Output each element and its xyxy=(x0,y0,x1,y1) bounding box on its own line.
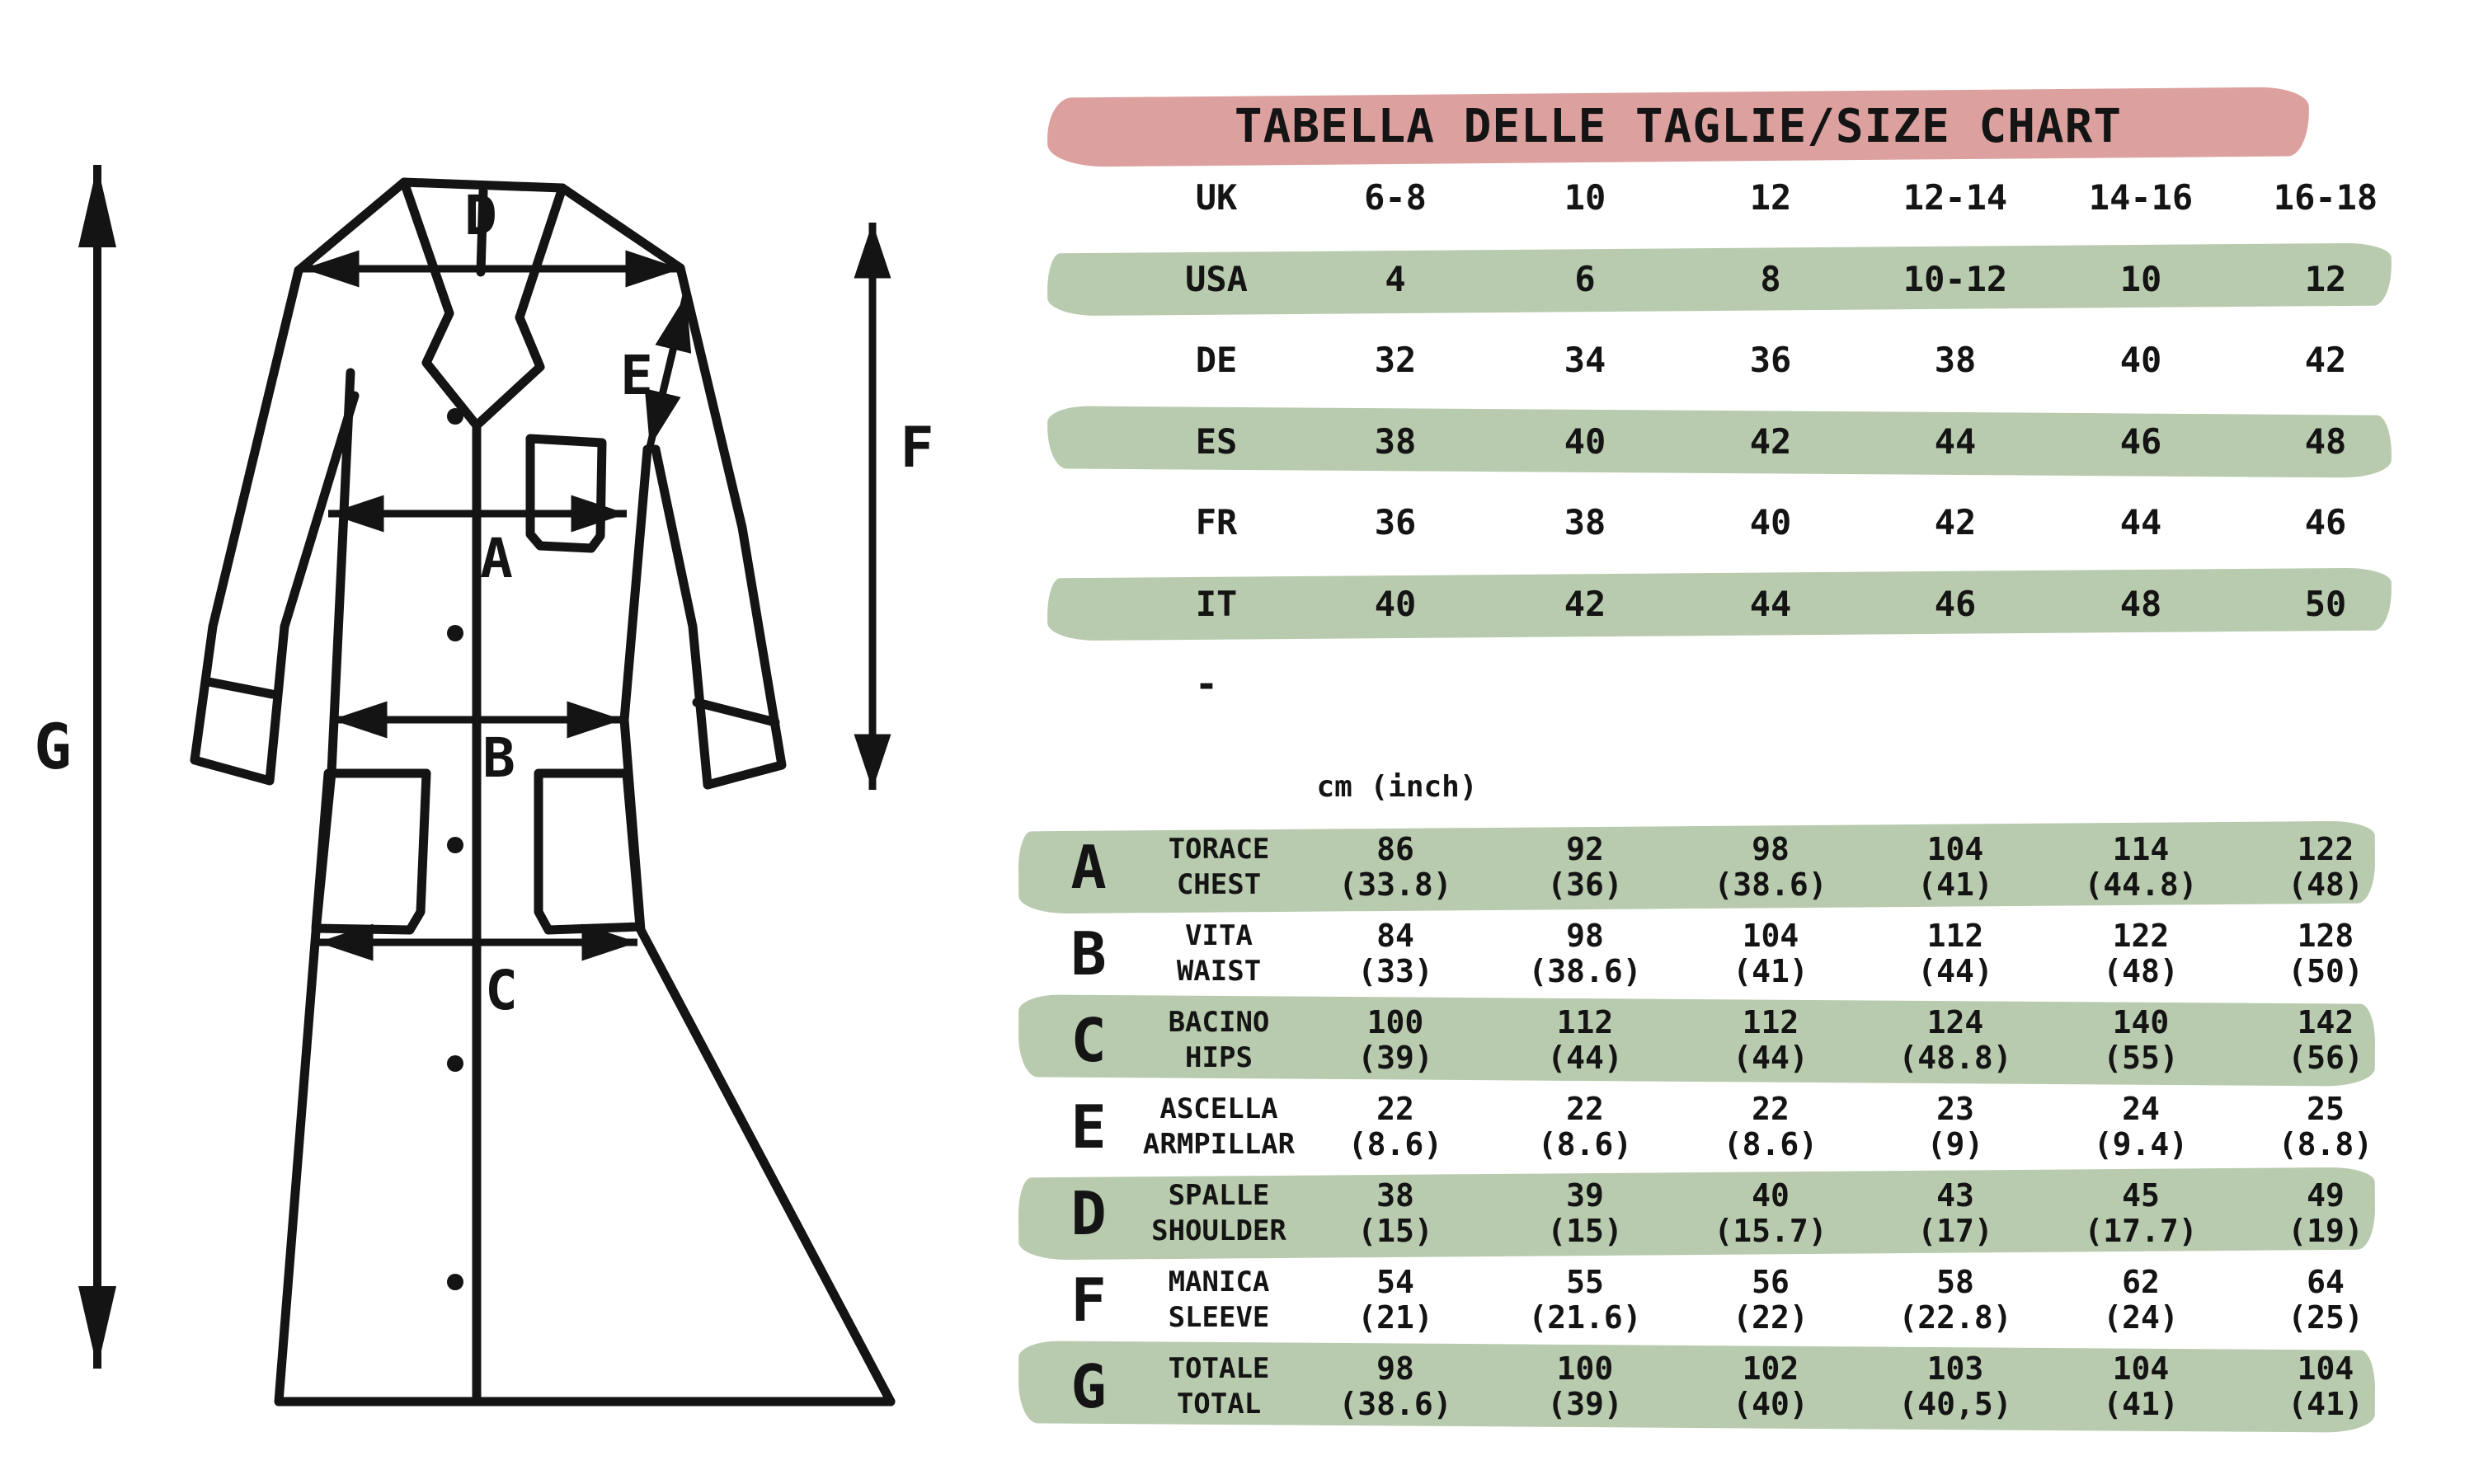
measure-cell xyxy=(2050,1265,2232,1347)
measure-cell xyxy=(1680,1351,1861,1434)
measure-cell xyxy=(2235,1351,2416,1434)
cm-value: 114 xyxy=(2112,831,2170,867)
size-value: 8 xyxy=(1760,259,1781,299)
measure-cell xyxy=(1305,1092,1486,1174)
chest-pocket xyxy=(530,439,602,548)
cm-value: 92 xyxy=(1566,831,1604,867)
page-title: TABELLA DELLE TAGLIE/SIZE CHART xyxy=(1234,100,2123,153)
inch-value: (48) xyxy=(2288,866,2363,903)
size-row-label: ES xyxy=(1195,421,1238,462)
diagram-label-chest: A xyxy=(480,527,513,590)
button xyxy=(447,1274,463,1290)
size-value: 14-16 xyxy=(2088,177,2194,218)
measure-row-waist xyxy=(1035,913,2429,995)
inch-value: (44) xyxy=(1547,1040,1623,1076)
cm-value: 104 xyxy=(1926,831,1984,867)
measure-label-it: TORACE xyxy=(1168,833,1270,866)
measure-label xyxy=(1128,1265,1310,1336)
cm-value: 122 xyxy=(2297,831,2354,867)
measure-cell xyxy=(1494,1005,1676,1087)
size-value: 38 xyxy=(1934,340,1977,380)
measure-label-it: BACINO xyxy=(1168,1006,1270,1039)
inch-value: (9.4) xyxy=(2093,1126,2189,1162)
size-value: 46 xyxy=(1934,584,1977,624)
inch-value: (44.8) xyxy=(2084,866,2198,903)
cm-value: 104 xyxy=(2297,1350,2354,1387)
cm-value: 124 xyxy=(1926,1004,1984,1040)
diagram-label-hips: C xyxy=(485,959,518,1022)
measure-row-total xyxy=(1035,1345,2429,1428)
measure-row-sleeve xyxy=(1035,1259,2429,1341)
coat-outline xyxy=(195,182,891,1402)
size-value: 16-18 xyxy=(2273,177,2378,218)
size-value: 12 xyxy=(1749,177,1792,218)
button xyxy=(447,625,463,641)
cm-value: 104 xyxy=(2112,1350,2170,1387)
size-value: 44 xyxy=(2119,502,2162,542)
cm-value: 98 xyxy=(1752,831,1790,867)
cm-value: 112 xyxy=(1926,918,1984,954)
cm-value: 100 xyxy=(1556,1350,1614,1387)
size-value: 48 xyxy=(2119,584,2162,624)
cm-value: 49 xyxy=(2307,1177,2345,1214)
measure-label xyxy=(1128,1005,1310,1076)
size-value: 10-12 xyxy=(1903,259,2008,299)
inch-value: (39) xyxy=(1547,1386,1623,1422)
inch-value: (15) xyxy=(1357,1213,1433,1249)
measure-letter: A xyxy=(1070,833,1107,902)
inch-value: (17) xyxy=(1917,1213,1993,1249)
measure-cell xyxy=(1494,1092,1676,1174)
measure-row-chest xyxy=(1035,826,2429,909)
measure-cell xyxy=(1305,1178,1486,1261)
measure-letter: G xyxy=(1070,1352,1107,1421)
measure-cell xyxy=(1305,918,1486,1001)
measure-label xyxy=(1128,1351,1310,1422)
size-value: 42 xyxy=(2304,340,2347,380)
cm-value: 98 xyxy=(1376,1350,1414,1387)
cm-value: 43 xyxy=(1936,1177,1974,1214)
measure-label-en: TOTAL xyxy=(1176,1388,1262,1421)
measure-label-en: WAIST xyxy=(1176,955,1262,988)
measure-label xyxy=(1128,918,1310,989)
measure-label-it: MANICA xyxy=(1168,1266,1270,1298)
inch-value: (17.7) xyxy=(2084,1213,2198,1249)
cm-value: 45 xyxy=(2122,1177,2160,1214)
measure-cell xyxy=(1680,1178,1861,1261)
inch-value: (36) xyxy=(1547,866,1623,903)
cuff-right xyxy=(697,702,775,722)
measure-row-hips xyxy=(1035,999,2429,1082)
cm-value: 22 xyxy=(1566,1091,1604,1127)
cm-value: 142 xyxy=(2297,1004,2354,1040)
cm-value: 22 xyxy=(1752,1091,1790,1127)
cm-value: 25 xyxy=(2307,1091,2345,1127)
cm-value: 64 xyxy=(2307,1264,2345,1300)
measure-letter: C xyxy=(1070,1006,1107,1075)
measure-cell xyxy=(1494,1265,1676,1347)
size-value: 32 xyxy=(1374,340,1417,380)
measure-cell xyxy=(1680,1005,1861,1087)
measure-row-armpit xyxy=(1035,1086,2429,1168)
size-value: 50 xyxy=(2304,584,2347,624)
measure-label-en: SLEEVE xyxy=(1168,1301,1270,1334)
diagram-label-total: G xyxy=(34,710,72,783)
measure-cell xyxy=(2235,1005,2416,1087)
inch-value: (25) xyxy=(2288,1299,2363,1336)
size-row-uk xyxy=(1035,173,2429,223)
measure-letter: B xyxy=(1070,919,1107,989)
measure-cell xyxy=(1494,1351,1676,1434)
cm-value: 128 xyxy=(2297,918,2354,954)
size-row-it xyxy=(1035,580,2429,629)
measure-cell xyxy=(2235,918,2416,1001)
size-value: 4 xyxy=(1385,259,1406,299)
measure-cell xyxy=(1305,1265,1486,1347)
measure-arrows xyxy=(303,223,872,942)
inch-value: (41) xyxy=(2103,1386,2179,1422)
cm-value: 39 xyxy=(1566,1177,1604,1214)
measure-cell xyxy=(1680,1265,1861,1347)
measure-label-it: ASCELLA xyxy=(1159,1092,1278,1125)
measure-cell xyxy=(1494,918,1676,1001)
cm-value: 140 xyxy=(2112,1004,2170,1040)
size-value: 6 xyxy=(1574,259,1596,299)
measure-cell xyxy=(2050,832,2232,914)
measure-cell xyxy=(2050,1092,2232,1174)
measure-letter: F xyxy=(1070,1266,1107,1335)
measure-cell xyxy=(1865,1265,2046,1347)
cm-value: 112 xyxy=(1742,1004,1799,1040)
cm-value: 122 xyxy=(2112,918,2170,954)
inch-value: (8.6) xyxy=(1723,1126,1818,1162)
size-value: 46 xyxy=(2119,421,2162,462)
measure-label-en: SHOULDER xyxy=(1151,1214,1286,1247)
size-value: 10 xyxy=(2119,259,2162,299)
button xyxy=(447,408,463,425)
cm-value: 102 xyxy=(1742,1350,1799,1387)
inch-value: (44) xyxy=(1917,953,1993,989)
inch-value: (22.8) xyxy=(1898,1299,2012,1336)
garment-diagram xyxy=(0,0,1031,1484)
inch-value: (41) xyxy=(1733,953,1808,989)
size-value: 44 xyxy=(1749,584,1792,624)
diagram-label-shoulder: D xyxy=(464,184,497,247)
measure-cell xyxy=(1494,832,1676,914)
measure-cell xyxy=(1680,832,1861,914)
inch-value: (50) xyxy=(2288,953,2363,989)
measure-cell xyxy=(1680,918,1861,1001)
measure-cell xyxy=(1865,832,2046,914)
measure-cell xyxy=(1305,832,1486,914)
size-row-de xyxy=(1035,336,2429,385)
inch-value: (55) xyxy=(2103,1040,2179,1076)
size-row-label: IT xyxy=(1195,584,1238,624)
measure-label xyxy=(1128,832,1310,903)
buttons xyxy=(447,408,463,1290)
measure-cell xyxy=(1305,1005,1486,1087)
diagram-label-sleeve: F xyxy=(900,416,934,481)
inch-value: (8.6) xyxy=(1537,1126,1633,1162)
measure-cell xyxy=(1494,1178,1676,1261)
inch-value: (8.8) xyxy=(2278,1126,2373,1162)
size-value: 12-14 xyxy=(1903,177,2008,218)
inch-value: (8.6) xyxy=(1348,1126,1443,1162)
measure-label-it: TOTALE xyxy=(1168,1352,1270,1385)
measure-label-en: CHEST xyxy=(1176,868,1262,901)
cm-value: 62 xyxy=(2122,1264,2160,1300)
size-row-label: FR xyxy=(1195,502,1238,542)
inch-value: (21) xyxy=(1357,1299,1433,1336)
inch-value: (48.8) xyxy=(1898,1040,2012,1076)
cm-value: 54 xyxy=(1376,1264,1414,1300)
measure-cell xyxy=(1865,1351,2046,1434)
cuff-left xyxy=(209,682,272,694)
cm-value: 56 xyxy=(1752,1264,1790,1300)
measure-cell xyxy=(1305,1351,1486,1434)
cm-value: 103 xyxy=(1926,1350,1984,1387)
inch-value: (44) xyxy=(1733,1040,1808,1076)
measure-letter: E xyxy=(1070,1092,1107,1162)
measure-row-shoulder xyxy=(1035,1172,2429,1255)
size-value: 40 xyxy=(1564,421,1606,462)
size-value: 42 xyxy=(1564,584,1606,624)
inch-value: (15) xyxy=(1547,1213,1623,1249)
inch-value: (38.6) xyxy=(1528,953,1642,989)
measure-cell xyxy=(1865,918,2046,1001)
size-value: 6-8 xyxy=(1364,177,1427,218)
inch-value: (21.6) xyxy=(1528,1299,1642,1336)
measure-cell xyxy=(2050,1005,2232,1087)
measure-cell xyxy=(2050,918,2232,1001)
cm-value: 98 xyxy=(1566,918,1604,954)
measure-label-en: HIPS xyxy=(1185,1041,1253,1074)
cm-value: 55 xyxy=(1566,1264,1604,1300)
inch-value: (40,5) xyxy=(1898,1386,2012,1422)
size-value: 40 xyxy=(1749,502,1792,542)
inch-value: (38.6) xyxy=(1714,866,1827,903)
inch-value: (41) xyxy=(1917,866,1993,903)
measure-cell xyxy=(2050,1178,2232,1261)
cm-value: 104 xyxy=(1742,918,1799,954)
measure-label-en: ARMPILLAR xyxy=(1142,1128,1296,1161)
arrow-armpit xyxy=(650,295,686,447)
size-value: 42 xyxy=(1934,502,1977,542)
cm-value: 112 xyxy=(1556,1004,1614,1040)
size-value: 36 xyxy=(1374,502,1417,542)
diagram-label-waist: B xyxy=(482,726,515,790)
size-value: 34 xyxy=(1564,340,1606,380)
size-value: 44 xyxy=(1934,421,1977,462)
size-value: 36 xyxy=(1749,340,1792,380)
size-row-label: UK xyxy=(1195,177,1238,218)
measure-cell xyxy=(2235,832,2416,914)
cm-value: 24 xyxy=(2122,1091,2160,1127)
measure-letter: D xyxy=(1070,1179,1107,1248)
body-left-hem xyxy=(279,373,891,1402)
unit-label: cm (inch) xyxy=(1316,770,1478,804)
cm-value: 40 xyxy=(1752,1177,1790,1214)
size-value: 46 xyxy=(2304,502,2347,542)
separator-dash: - xyxy=(1194,661,1219,707)
size-value: 48 xyxy=(2304,421,2347,462)
inch-value: (48) xyxy=(2103,953,2179,989)
inch-value: (24) xyxy=(2103,1299,2179,1336)
inch-value: (19) xyxy=(2288,1213,2363,1249)
cm-value: 38 xyxy=(1376,1177,1414,1214)
measure-label xyxy=(1128,1092,1310,1162)
measure-label-it: SPALLE xyxy=(1168,1179,1270,1212)
measure-label xyxy=(1128,1178,1310,1249)
size-row-usa xyxy=(1035,255,2429,304)
size-value: 38 xyxy=(1564,502,1606,542)
measure-cell xyxy=(2235,1178,2416,1261)
inch-value: (41) xyxy=(2288,1386,2363,1422)
size-row-fr xyxy=(1035,498,2429,547)
size-row-label: USA xyxy=(1185,259,1248,299)
size-row-es xyxy=(1035,417,2429,467)
size-row-label: DE xyxy=(1195,340,1238,380)
cm-value: 22 xyxy=(1376,1091,1414,1127)
inch-value: (22) xyxy=(1733,1299,1808,1336)
size-value: 38 xyxy=(1374,421,1417,462)
cm-value: 86 xyxy=(1376,831,1414,867)
pocket-right xyxy=(539,773,640,930)
inch-value: (40) xyxy=(1733,1386,1808,1422)
size-value: 12 xyxy=(2304,259,2347,299)
diagram-label-armpit: E xyxy=(620,344,653,407)
inch-value: (15.7) xyxy=(1714,1213,1827,1249)
measure-cell xyxy=(1865,1092,2046,1174)
measure-cell xyxy=(1865,1178,2046,1261)
size-value: 42 xyxy=(1749,421,1792,462)
measure-cell xyxy=(2235,1092,2416,1174)
measure-cell xyxy=(2235,1265,2416,1347)
size-value: 10 xyxy=(1564,177,1606,218)
measure-cell xyxy=(2050,1351,2232,1434)
measure-cell xyxy=(1680,1092,1861,1174)
button xyxy=(447,837,463,853)
cm-value: 23 xyxy=(1936,1091,1974,1127)
size-value: 40 xyxy=(1374,584,1417,624)
inch-value: (9) xyxy=(1926,1126,1984,1162)
inch-value: (56) xyxy=(2288,1040,2363,1076)
measure-cell xyxy=(1865,1005,2046,1087)
cm-value: 100 xyxy=(1366,1004,1424,1040)
size-value: 40 xyxy=(2119,340,2162,380)
inch-value: (39) xyxy=(1357,1040,1433,1076)
inch-value: (33) xyxy=(1357,953,1433,989)
measure-label-it: VITA xyxy=(1185,919,1253,952)
cm-value: 58 xyxy=(1936,1264,1974,1300)
cm-value: 84 xyxy=(1376,918,1414,954)
button xyxy=(447,1055,463,1072)
inch-value: (38.6) xyxy=(1338,1386,1452,1422)
inch-value: (33.8) xyxy=(1338,866,1452,903)
